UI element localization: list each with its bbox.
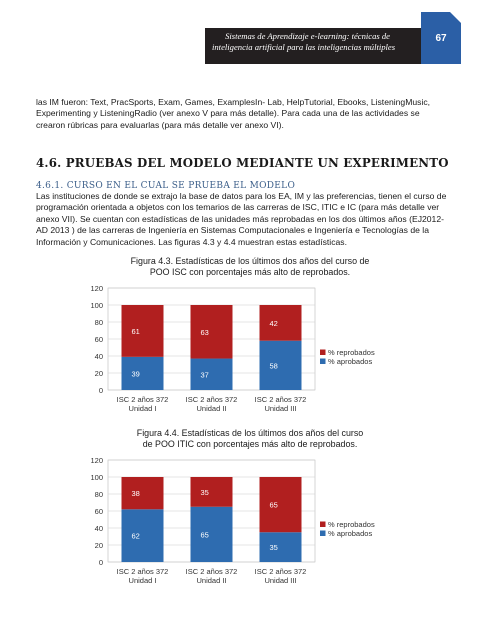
y-tick-label: 20 — [94, 369, 103, 378]
x-tick-label: ISC 2 años 372 — [116, 567, 169, 576]
page-number: 67 — [435, 33, 447, 44]
figure-4-4-caption — [110, 428, 390, 450]
legend-label: % reprobados — [328, 348, 375, 357]
x-tick-label: Unidad I — [128, 404, 157, 413]
y-tick-label: 100 — [90, 473, 103, 482]
x-tick-label: ISC 2 años 372 — [185, 395, 238, 404]
x-tick-label: ISC 2 años 372 — [254, 395, 307, 404]
data-label: 39 — [131, 369, 140, 379]
legend-swatch — [320, 350, 326, 356]
legend-swatch — [320, 522, 326, 528]
x-tick-label: Unidad II — [196, 576, 227, 585]
figure-4-4-caption-line-1: Figura 4.4. Estadísticas de los últimos dos años del curso — [136, 428, 364, 438]
bar-segment — [122, 477, 164, 509]
data-label: 58 — [269, 361, 278, 371]
bar-segment — [260, 305, 302, 341]
section-heading: 4.6. PRUEBAS DEL MODELO MEDIANTE UN EXPERIMENTO — [36, 156, 449, 170]
intro-paragraph: las IM fueron: Text, PracSports, Exam, Games, ExamplesIn- Lab, HelpTutorial, Ebooks, ListeningMusic, Experimenting y ListeningRadio (ver anexo V para más detalle). Para cada una de las actividades se crearon rúbricas para evaluarlas (para más detalle ver anexo VI). — [36, 97, 431, 130]
figure-4-3-caption — [110, 256, 390, 278]
data-label: 38 — [131, 489, 140, 499]
x-tick-label: ISC 2 años 372 — [254, 567, 307, 576]
bar-segment — [260, 341, 302, 390]
y-tick-label: 120 — [90, 284, 103, 293]
data-label: 42 — [269, 318, 278, 328]
y-tick-label: 100 — [90, 301, 103, 310]
figure-4-4-caption-line-2: de POO ITIC con porcentajes más alto de reprobados. — [142, 439, 358, 449]
data-label: 65 — [269, 500, 278, 510]
y-tick-label: 40 — [94, 352, 103, 361]
y-tick-label: 80 — [94, 490, 103, 499]
bar-segment — [191, 305, 233, 359]
data-label: 63 — [200, 327, 209, 337]
x-tick-label: ISC 2 años 372 — [185, 567, 238, 576]
bar-segment — [260, 477, 302, 532]
bar-segment — [122, 305, 164, 357]
x-tick-label: Unidad I — [128, 576, 157, 585]
bar-segment — [191, 477, 233, 507]
figure-4-3-caption-line-1: Figura 4.3. Estadísticas de los últimos dos años del curso de — [130, 256, 370, 266]
y-tick-label: 120 — [90, 456, 103, 465]
x-tick-label: Unidad II — [196, 404, 227, 413]
legend-swatch — [320, 359, 326, 365]
data-label: 35 — [200, 487, 209, 497]
x-tick-label: Unidad III — [264, 404, 297, 413]
figure-4-4-chart — [80, 452, 410, 592]
figure-4-3-caption-line-2: POO ISC con porcentajes más alto de reprobados. — [149, 267, 351, 277]
legend-label: % aprobados — [328, 529, 373, 538]
running-header-line-2: inteligencia artificial para las inteligencias múltiples — [212, 42, 396, 52]
subsection-paragraph: Las instituciones de donde se extrajo la base de datos para los EA, IM y las preferencias, tienen el curso de programación orientada a objetos con los temarios de las carreras de ISC, ITIC e IC (para más detalle ver anexo VII). Se cuentan con estadísticas de las unidades más reprobadas en los dos últimos años (EJ2012- AD 2013 ) de las carreras de Ingeniería en Sistemas Computacionales e Ingeniería e Tecnologías de la Información y Comunicaciones. Las figuras 4.3 y 4.4 muestran estas estadísticas. — [36, 191, 447, 247]
bar-segment — [122, 509, 164, 562]
data-label: 37 — [200, 370, 209, 380]
y-tick-label: 20 — [94, 541, 103, 550]
legend-swatch — [320, 531, 326, 537]
y-tick-label: 40 — [94, 524, 103, 533]
data-label: 61 — [131, 326, 140, 336]
bar-segment — [191, 507, 233, 562]
y-tick-label: 0 — [98, 558, 103, 567]
data-label: 65 — [200, 530, 209, 540]
y-tick-label: 60 — [94, 335, 103, 344]
bar-segment — [191, 359, 233, 390]
legend-label: % reprobados — [328, 520, 375, 529]
bar-segment — [260, 532, 302, 562]
y-tick-label: 60 — [94, 507, 103, 516]
figure-4-3-chart — [80, 280, 410, 420]
legend-label: % aprobados — [328, 357, 373, 366]
y-tick-label: 80 — [94, 318, 103, 327]
x-tick-label: ISC 2 años 372 — [116, 395, 169, 404]
bar-segment — [122, 357, 164, 390]
data-label: 35 — [269, 543, 278, 553]
subsection-heading: 4.6.1. CURSO EN EL CUAL SE PRUEBA EL MODELO — [36, 181, 296, 191]
data-label: 62 — [131, 531, 140, 541]
x-tick-label: Unidad III — [264, 576, 297, 585]
running-header — [212, 31, 396, 53]
y-tick-label: 0 — [98, 386, 103, 395]
running-header-line-1: Sistemas de Aprendizaje e-learning: técnicas de — [225, 31, 390, 41]
